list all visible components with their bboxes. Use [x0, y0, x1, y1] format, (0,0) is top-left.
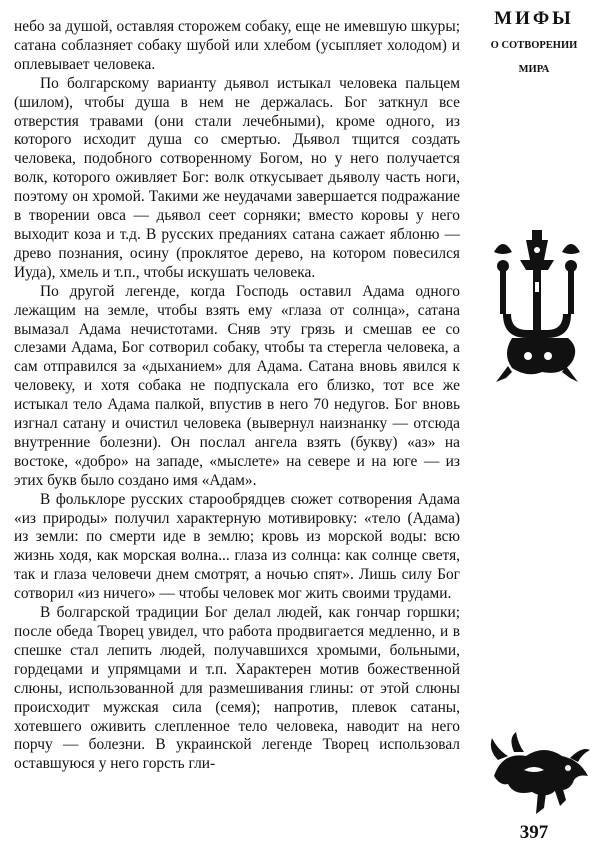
paragraph-1: небо за душой, оставляя сторожем собаку, еще не имевшую шкуры; сатана соблазняет собаку шубой или хлебом (усыпляет холодом) и оплевывает человека.	[14, 18, 460, 73]
paragraph-4: В фольклоре русских старообрядцев сюжет сотворения Адама «из природы» получил характерную мотивировку: «тело (Адама) из земли: по смерти иде в землю; кровь из морской воды: всю жизнь ходя, как морская волна... глаза из солнца: как солнце светя, так и глаза человечи днем смотрят, а ночью спят». Лишь силу Бог сотворил «из ничего» — чтобы человек мог жить своими трудами.	[14, 490, 460, 603]
main-text-column	[14, 18, 460, 774]
page-number: 397	[519, 822, 549, 843]
running-head-subtitle-2: МИРА	[518, 64, 550, 75]
running-head-subtitle-1: О СОТВОРЕНИИ	[490, 40, 578, 51]
dragon-ornament-icon	[484, 730, 594, 820]
paragraph-2: По болгарскому варианту дьявол истыкал человека пальцем (шилом), чтобы душа в нем не держалась. Бог заткнул все отверстия травами (они стали лечебными), кроме одного, из которого исходит душа со смертью. Дьявол тщится создать человека, подобного сотворенному Богом, но у него получается волк, которого оживляет Бог: волк откусывает дьяволу часть ноги, поэтому он хромой. Такими же неудачами завершается подражание в творении овса — дьявол сеет сорняки; вместо коровы у него выходит коза и т.д. В русских преданиях сатана сажает яблоню — древо познания, осину (проклятое дерево, на котором повесился Иуда), хмель и т.п., чтобы искушать человека.	[14, 74, 460, 281]
paragraph-5: В болгарской традиции Бог делал людей, как гончар горшки; после обеда Творец увидел, что работа продвигается медленно, и в спешке стал лепить людей, получавшихся хромыми, больными, гордецами и упрямцами и т.п. Характерен мотив божественной слюны, использованной для размешивания глины: от этой слюны происходит мужская сила (семя); напротив, плевок сатаны, хотевшего оживить слепленное тело человека, наводит на него порчу — болезни. В украинской легенде Творец использовал оставшуюся у него горсть гли-	[14, 604, 460, 773]
paragraph-3: По другой легенде, когда Господь оставил Адама одного лежащим на земле, чтобы взять ему «глаза от солнца», сатана вымазал Адама нечистотами. Сняв эту грязь и смешав ее со слезами Адама, Бог сотворил собаку, чтобы та стерегла человека, а сам отправился за «дыханием» для Адама. Сатана вновь явился к человеку, и хотя собака не подпускала его близко, тот все же истыкал тело Адама палкой, впустив в него 70 недугов. Бог вновь изгнал сатану и очистил человека (вывернул наизнанку — отсюда внутренние болезни). Он послал ангела взять (букву) «аз» на востоке, «добро» на западе, «мыслете» на севере и на юге — из этих букв было создано имя «Адам».	[14, 282, 460, 489]
running-head-title: МИФЫ	[494, 8, 574, 29]
candelabrum-ornament-icon	[482, 226, 592, 386]
margin-sidebar	[472, 0, 596, 861]
